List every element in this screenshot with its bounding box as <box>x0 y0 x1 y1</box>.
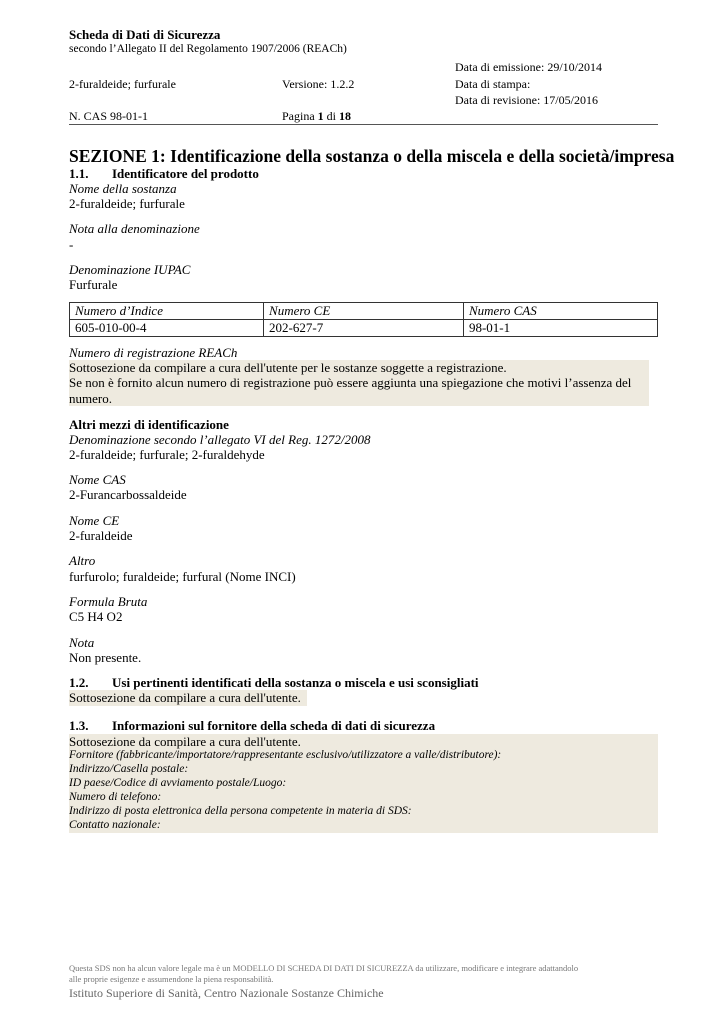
note-label: Nota alla denominazione <box>69 221 200 236</box>
table-header-cell: Numero d’Indice <box>70 303 264 320</box>
country-postal-field: ID paese/Codice di avviamento postale/Luogo: <box>69 777 287 789</box>
reach-line-3: numero. <box>69 391 112 406</box>
table-header-cell: Numero CAS <box>463 303 657 320</box>
s12-text: Sottosezione da compilare a cura dell'utente. <box>69 690 301 705</box>
document-subtitle: secondo l’Allegato II del Regolamento 1907/2006 (REACh) <box>69 43 347 55</box>
revision-date: Data di revisione: 17/05/2016 <box>455 93 598 107</box>
cas-name-label: Nome CAS <box>69 472 126 487</box>
iupac-value: Furfurale <box>69 277 118 292</box>
reach-line-1: Sottosezione da compilare a cura dell'utente per le sostanze soggette a registrazione. <box>69 360 507 375</box>
identifiers-table <box>69 302 658 337</box>
reach-label: Numero di registrazione REACh <box>69 345 238 360</box>
print-date: Data di stampa: <box>455 77 531 91</box>
header-divider <box>69 124 658 125</box>
table-cell: 98-01-1 <box>463 320 657 337</box>
subsection-1-2-heading: 1.2. Usi pertinenti identificati della sostanza o miscela e usi sconsigliati <box>69 675 479 690</box>
cas-name-value: 2-Furancarbossaldeide <box>69 487 187 502</box>
table-cell: 605-010-00-4 <box>70 320 264 337</box>
footer-disclaimer: Questa SDS non ha alcun valore legale ma è un MODELLO DI SCHEDA DI DATI DI SICUREZZA da utilizzare, modificare e integrare adattandolo alle proprie esigenze e assumendone la piena responsabilità. <box>69 963 579 984</box>
header-substance: 2-furaldeide; furfurale <box>69 77 176 91</box>
iupac-label: Denominazione IUPAC <box>69 262 191 277</box>
section-1-title: SEZIONE 1: Identificazione della sostanza o della miscela e della società/impresa <box>69 146 675 166</box>
table-row <box>70 320 658 337</box>
substance-name-label: Nome della sostanza <box>69 181 177 196</box>
nota-label: Nota <box>69 635 95 650</box>
ce-name-label: Nome CE <box>69 513 120 528</box>
supplier-field: Fornitore (fabbricante/importatore/rappresentante esclusivo/utilizzatore a valle/distributore): <box>69 749 502 761</box>
substance-name-value: 2-furaldeide; furfurale <box>69 196 185 211</box>
address-field: Indirizzo/Casella postale: <box>69 763 189 775</box>
note-value: - <box>69 237 74 252</box>
phone-field: Numero di telefono: <box>69 791 162 803</box>
subsection-1-1-heading: 1.1. Identificatore del prodotto <box>69 166 259 181</box>
document-title: Scheda di Dati di Sicurezza <box>69 27 221 42</box>
page-number: Pagina 1 di 18 <box>282 109 352 123</box>
email-field: Indirizzo di posta elettronica della persona competente in materia di SDS: <box>69 805 412 817</box>
annex-label: Denominazione secondo l’allegato VI del Reg. 1272/2008 <box>69 432 371 447</box>
footer-institute: Istituto Superiore di Sanità, Centro Nazionale Sostanze Chimiche <box>69 986 384 1000</box>
emission-date: Data di emissione: 29/10/2014 <box>455 60 602 74</box>
nota-value: Non presente. <box>69 650 142 665</box>
formula-label: Formula Bruta <box>69 594 148 609</box>
header-cas: N. CAS 98-01-1 <box>69 109 149 123</box>
header-version: Versione: 1.2.2 <box>282 77 355 91</box>
table-cell: 202-627-7 <box>264 320 464 337</box>
formula-value: C5 H4 O2 <box>69 609 123 624</box>
ce-name-value: 2-furaldeide <box>69 528 133 543</box>
subsection-1-3-heading: 1.3. Informazioni sul fornitore della scheda di dati di sicurezza <box>69 718 436 733</box>
national-contact-field: Contatto nazionale: <box>69 819 161 831</box>
s13-text: Sottosezione da compilare a cura dell'utente. <box>69 734 301 749</box>
annex-value: 2-furaldeide; furfurale; 2-furaldehyde <box>69 447 265 462</box>
table-header-cell: Numero CE <box>264 303 464 320</box>
other-value: furfurolo; furaldeide; furfural (Nome INCI) <box>69 569 296 584</box>
other-label: Altro <box>69 553 96 568</box>
reach-line-2: Se non è fornito alcun numero di registrazione può essere aggiunta una spiegazione che motivi l’assenza del <box>69 375 632 390</box>
table-row <box>70 303 658 320</box>
other-means-title: Altri mezzi di identificazione <box>69 417 229 432</box>
